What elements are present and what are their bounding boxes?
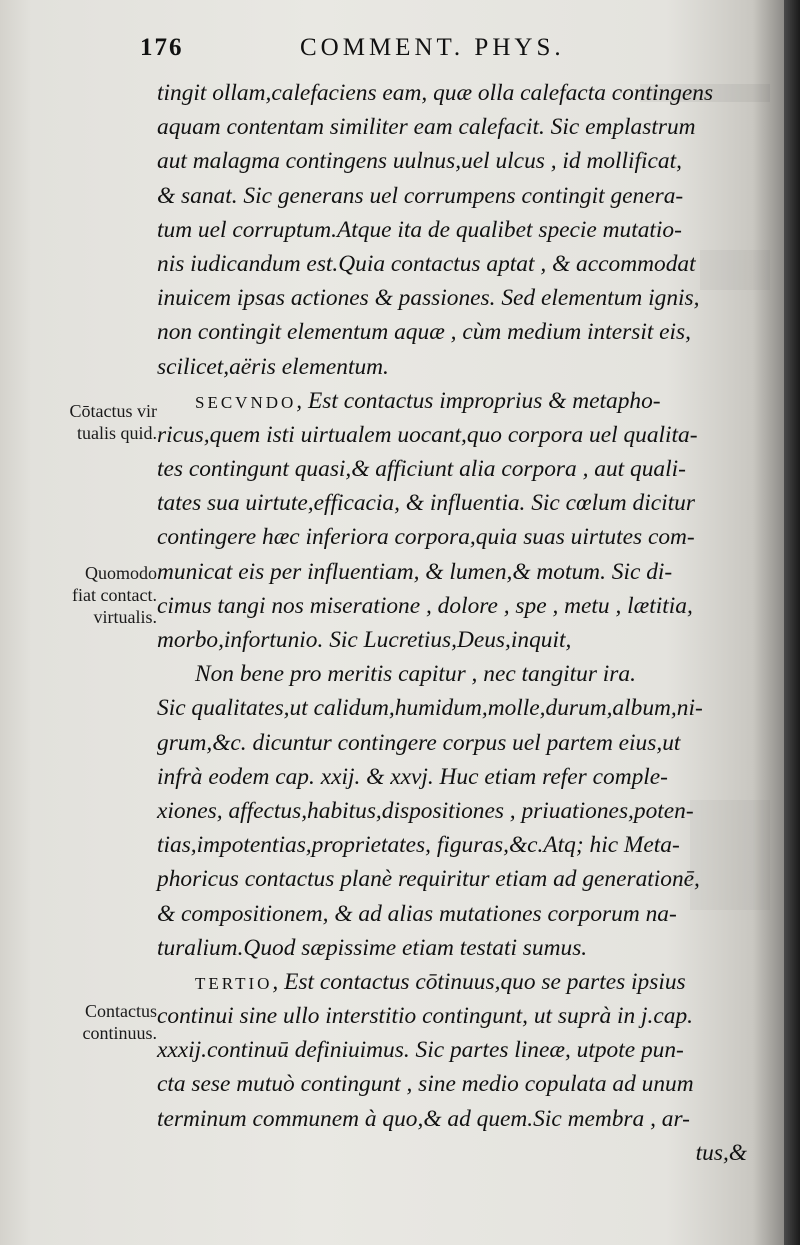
text-line: & sanat. Sic generans uel corrumpens contingit genera- xyxy=(157,182,684,209)
text-line: tingit ollam,calefaciens eam, quæ olla calefacta contingens xyxy=(157,80,714,106)
text-line: nis iudicandum est.Quia contactus aptat , & accommodat xyxy=(157,250,696,277)
text-line: xxxij.continuū definiuimus. Sic partes lineæ, utpote pun- xyxy=(157,1037,684,1064)
marginal-line: tualis quid. xyxy=(77,423,157,443)
catchword: tus,& xyxy=(695,1139,747,1166)
marginal-line: virtualis. xyxy=(93,607,157,627)
text-fragment: , Est contactus cōtinuus,quo se partes ipsius xyxy=(272,968,686,995)
paragraph-start xyxy=(157,965,757,999)
paragraph-lead: SECVNDO xyxy=(195,392,297,412)
text-line: infrà eodem cap. xxij. & xxvj. Huc etiam refer comple- xyxy=(157,763,668,790)
text-fragment: , Est contactus improprius & metapho- xyxy=(296,387,661,414)
marginal-line: Contactus xyxy=(85,1001,157,1021)
text-line: & compositionem, & ad alias mutationes corporum na- xyxy=(157,900,677,927)
marginal-note xyxy=(22,400,157,444)
page-header xyxy=(140,34,660,70)
text-line: aquam contentam similiter eam calefacit. Sic emplastrum xyxy=(157,114,696,141)
text-line: tates sua uirtute,efficacia, & influentia. Sic cœlum dicitur xyxy=(157,490,695,517)
running-head: COMMENT. PHYS. xyxy=(300,34,565,61)
marginal-line: continuus. xyxy=(82,1023,157,1043)
text-line: tes contingunt quasi,& afficiunt alia corpora , aut quali- xyxy=(157,456,686,483)
verse-quotation: Non bene pro meritis capitur , nec tangitur ira. xyxy=(195,661,636,688)
text-line: ricus,quem isti uirtualem uocant,quo corpora uel qualita- xyxy=(157,421,698,448)
text-line: terminum communem à quo,& ad quem.Sic membra , ar- xyxy=(157,1105,690,1132)
paragraph-lead: TERTIO xyxy=(195,973,273,993)
text-line: continui sine ullo interstitio contingunt, ut suprà in j.cap. xyxy=(157,1003,694,1030)
page-edge-shadow xyxy=(784,0,800,1245)
text-line: scilicet,aëris elementum. xyxy=(157,353,389,380)
text-line: grum,&c. dicuntur contingere corpus uel partem eius,ut xyxy=(157,729,681,756)
marginal-line: Cōtactus vir xyxy=(69,401,157,421)
text-line: contingere hæc inferiora corpora,quia suas uirtutes com- xyxy=(157,524,695,551)
paragraph-start xyxy=(157,384,757,418)
text-line: inuicem ipsas actiones & passiones. Sed elementum ignis, xyxy=(157,285,700,312)
text-line: tias,impotentias,proprietates, figuras,&c.Atq; hic Meta- xyxy=(157,832,680,859)
text-line: cimus tangi nos miseratione , dolore , spe , metu , lætitia, xyxy=(157,592,693,619)
marginal-line: fiat contact. xyxy=(72,585,157,605)
text-line: municat eis per influentiam, & lumen,& motum. Sic di- xyxy=(157,558,673,585)
marginal-note xyxy=(22,1000,157,1044)
text-line: Sic qualitates,ut calidum,humidum,molle,durum,album,ni- xyxy=(157,695,703,722)
text-line: turalium.Quod sæpissime etiam testati sumus. xyxy=(157,934,588,961)
text-line: tum uel corruptum.Atque ita de qualibet specie mutatio- xyxy=(157,216,682,243)
text-line: cta sese mutuò contingunt , sine medio copulata ad unum xyxy=(157,1071,694,1098)
marginal-line: Quomodo xyxy=(85,563,157,583)
marginal-note xyxy=(22,562,157,628)
text-line: morbo,infortunio. Sic Lucretius,Deus,inquit, xyxy=(157,627,572,653)
text-line: non contingit elementum aquæ , cùm medium intersit eis, xyxy=(157,319,692,346)
main-text xyxy=(157,76,757,1170)
text-line: xiones, affectus,habitus,dispositiones , priuationes,poten- xyxy=(157,797,694,824)
page-number: 176 xyxy=(140,34,184,61)
text-line: aut malagma contingens uulnus,uel ulcus , id mollificat, xyxy=(157,148,682,175)
text-line: phoricus contactus planè requiritur etiam ad generationē, xyxy=(157,866,700,893)
